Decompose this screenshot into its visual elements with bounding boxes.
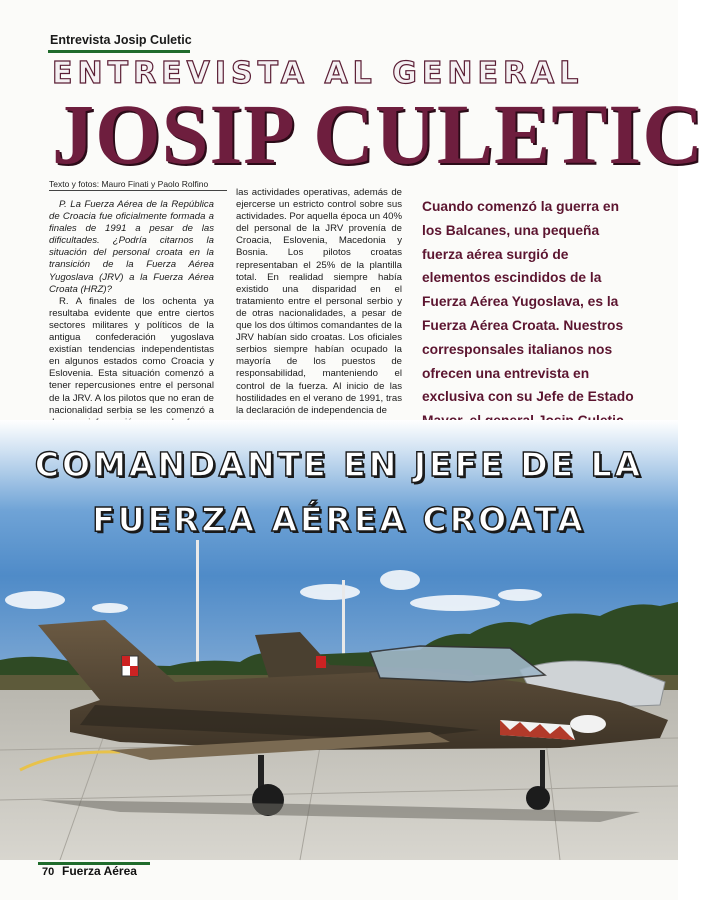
- banner-line-1: COMANDANTE EN JEFE DE LA: [34, 445, 644, 484]
- lamp-post: [196, 540, 199, 668]
- magazine-name: Fuerza Aérea: [62, 864, 137, 878]
- banner-line-2: FUERZA AÉREA CROATA: [92, 500, 586, 539]
- page-number: 70: [42, 866, 55, 878]
- credits-rule: [49, 190, 227, 191]
- answer-continued: las actividades operativas, además de ejercerse un estricto control sobre sus actividades. Por aquella época un 40% del personal de la JRV provenía de Croacia, Eslovenia, Macedonia y Bosnia. Los pilotos croatas representaban el 25% de la plantilla total. En realidad siempre había existido una disparidad en el tratamiento entre el personal serbio y de otras nacionalidades, a pesar de que los dos últimos comandantes de la JRV habían sido croatas. Los oficiales serbios siempre habían ocupado la mayoría de los puestos de responsabilidad, manteniendo el control de la fuerza. Al inicio de las hostilidades en el verano de 1991, tras la declaración de independencia de: [236, 187, 402, 416]
- photo-credits: Texto y fotos: Mauro Finati y Paolo Rolfino: [49, 179, 209, 189]
- interview-answer: R. A finales de los ochenta ya resultaba evidente que entre ciertos sectores militares y políticos de la antigua confederación yugoslava existían tendencias independentistas en algunos estados como Croacia y Eslovenia. Esta situación comenzó a tener repercusiones entre el personal de la JRV. A los pilotos que no eran de nacionalidad serbia se les comenzó a: [49, 295, 214, 416]
- kicker-title: ENTREVISTA AL GENERAL: [52, 56, 584, 91]
- headline: JOSIP CULETIC: [52, 86, 704, 182]
- text-column-1: [49, 199, 214, 421]
- section-rule: [48, 50, 190, 53]
- lead-paragraph: Cuando comenzó la guerra en los Balcanes, una pequeña fuerza aérea surgió de elementos escindidos de la Fuerza Aérea Yugoslava, es la Fuerza Aérea Croata. Nuestros corresponsales italianos nos ofrecen una entrevista en exclusiva con su Jefe de Estado: [422, 199, 634, 405]
- aircraft-photo-drawing: [0, 420, 678, 860]
- background-roundel: [316, 656, 326, 668]
- lamp-post: [342, 580, 345, 660]
- text-column-2: [236, 187, 402, 421]
- section-label: Entrevista Josip Culetic: [50, 33, 192, 47]
- interview-question: P. La Fuerza Aérea de la República de Croacia fue oficialmente formada a finales de 1991 a pesar de las dificultades. ¿Podría citarnos la situación del personal croata en la transición de la Fuerza Aérea Yugoslava (JRV) a la Fuerza Aérea Croata (HRZ)?: [49, 199, 214, 295]
- aircraft-photo: [0, 420, 678, 860]
